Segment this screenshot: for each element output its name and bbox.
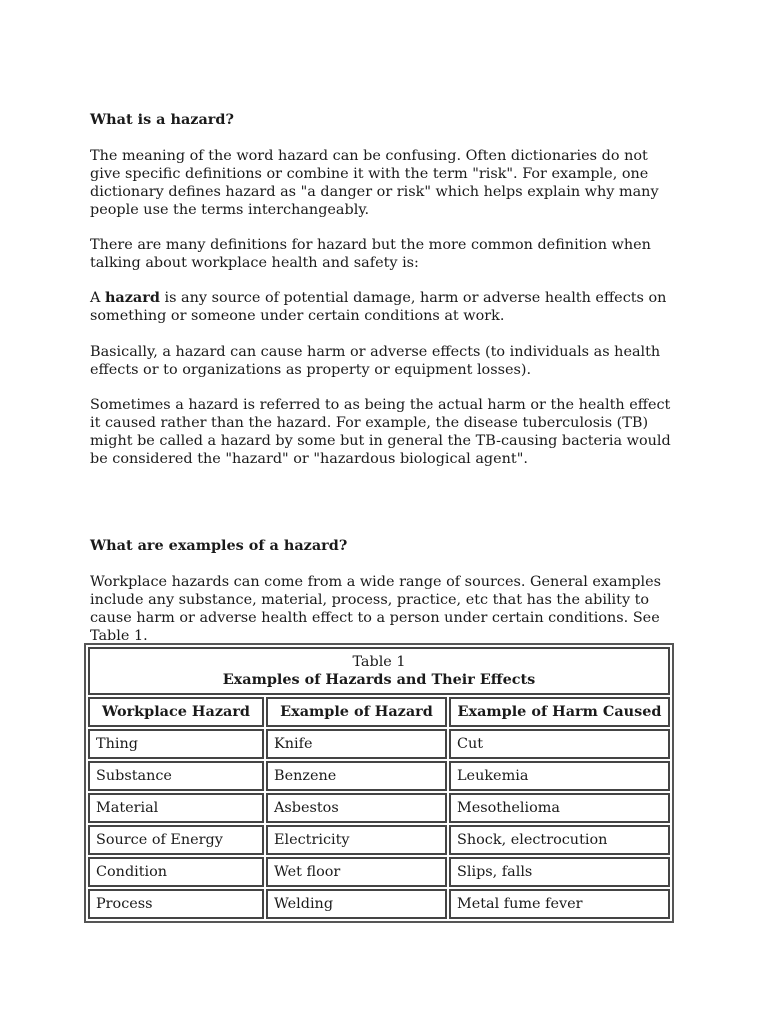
table-cell: Benzene [266, 761, 447, 791]
column-header-example-of-harm: Example of Harm Caused [449, 697, 670, 727]
table-caption-row [88, 647, 670, 695]
paragraph-hazard-definition [90, 289, 682, 325]
table-cell: Leukemia [449, 761, 670, 791]
hazards-table [84, 643, 674, 923]
table-row [88, 793, 670, 823]
column-header-workplace-hazard: Workplace Hazard [88, 697, 264, 727]
section-heading-what-is-hazard: What is a hazard? [90, 111, 234, 128]
table-header-row [88, 697, 670, 727]
table-cell: Welding [266, 889, 447, 919]
paragraph-basically: Basically, a hazard can cause harm or adverse effects (to individuals as health effects or to organizations as property or equipment losses). [90, 344, 661, 378]
table-cell: Cut [449, 729, 670, 759]
table-cell: Process [88, 889, 264, 919]
paragraph-meaning: The meaning of the word hazard can be confusing. Often dictionaries do not give specific definitions or combine it with the term "risk". For example, one dictionary defines hazard as "a danger or risk" which helps explain why many people use the terms interchangeably. [90, 148, 659, 218]
hazard-def-term: hazard [104, 289, 160, 306]
table-cell: Electricity [266, 825, 447, 855]
table-cell: Metal fume fever [449, 889, 670, 919]
table-cell: Mesothelioma [449, 793, 670, 823]
table-cell: Wet floor [266, 857, 447, 887]
section-heading-examples: What are examples of a hazard? [90, 537, 348, 554]
table-cell: Thing [88, 729, 264, 759]
table-cell: Asbestos [266, 793, 447, 823]
table-row [88, 857, 670, 887]
paragraph-sometimes: Sometimes a hazard is referred to as being the actual harm or the health effect it caused rather than the hazard. For example, the disease tuberculosis (TB) might be called a hazard by some but in general the TB-causing bacteria would be considered the "hazard" or "hazardous biological agent". [90, 397, 671, 467]
table-cell: Knife [266, 729, 447, 759]
table-row [88, 825, 670, 855]
table-row [88, 729, 670, 759]
table-caption-title: Examples of Hazards and Their Effects [222, 671, 536, 688]
table-cell: Shock, electrocution [449, 825, 670, 855]
table-row [88, 889, 670, 919]
table-cell: Slips, falls [449, 857, 670, 887]
table-cell: Substance [88, 761, 264, 791]
table-cell: Condition [88, 857, 264, 887]
table-caption-number: Table 1 [352, 654, 406, 670]
hazard-def-prefix: A [90, 290, 105, 306]
table-row [88, 761, 670, 791]
hazard-def-rest: is any source of potential damage, harm or adverse health effects on something or someone under certain conditions at work. [90, 290, 667, 324]
paragraph-workplace-hazards: Workplace hazards can come from a wide range of sources. General examples include any substance, material, process, practice, etc that has the ability to cause harm or adverse health effect to a person under certain conditions. See Table 1. [90, 574, 661, 644]
column-header-example-of-hazard: Example of Hazard [266, 697, 447, 727]
table-caption [88, 647, 670, 695]
table-cell: Source of Energy [88, 825, 264, 855]
table-cell: Material [88, 793, 264, 823]
paragraph-definitions: There are many definitions for hazard but the more common definition when talking about workplace health and safety is: [90, 237, 651, 271]
